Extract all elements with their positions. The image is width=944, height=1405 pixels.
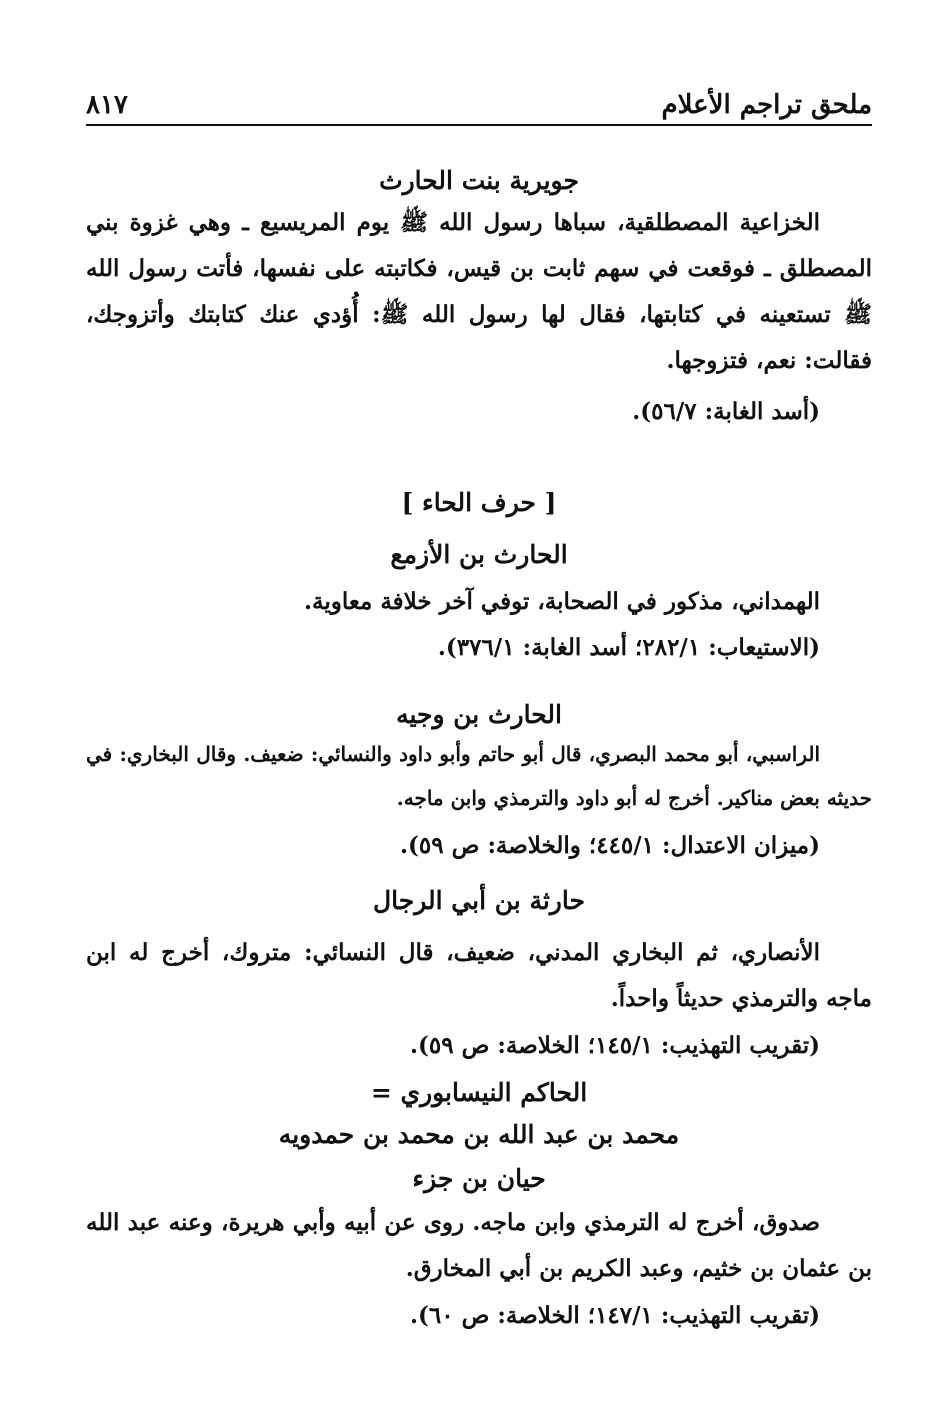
entry-body-harith-wajih: الراسبي، أبو محمد البصري، قال أبو حاتم وأبو داود والنسائي: ضعيف. وقال البخاري: في حديثه بعض مناكير. أخرج له أبو داود والترمذي وابن ماجه.	[86, 742, 872, 810]
entry-heading-hayyan: حيان بن جزء	[412, 1164, 546, 1193]
entry-heading-juwayriya: جويرية بنت الحارث	[379, 166, 579, 195]
entry-source-harith-azma: (الاستيعاب: ٢٨٢/١؛ أسد الغابة: ٣٧٦/١).	[437, 634, 820, 661]
running-title: ملحق تراجم الأعلام	[661, 90, 872, 120]
entry-heading-harith-wajih: الحارث بن وجيه	[396, 700, 562, 729]
entry-body-hayyan: صدوق، أخرج له الترمذي وابن ماجه. روى عن أبيه وأبي هريرة، وعنه عبد الله بن عثمان بن خثيم، وعبد الكريم بن أبي المخارق.	[86, 1209, 872, 1282]
entry-source-juwayriya: (أسد الغابة: ٥٦/٧).	[632, 398, 820, 425]
page-header	[86, 80, 872, 126]
entry-heading-haritha: حارثة بن أبي الرجال	[373, 886, 585, 915]
entry-source-hayyan: (تقريب التهذيب: ١٤٧/١؛ الخلاصة: ص ٦٠).	[409, 1302, 820, 1329]
entry-crossref-hakim: محمد بن عبد الله بن محمد بن حمدويه	[278, 1120, 680, 1149]
entry-body-juwayriya: الخزاعية المصطلقية، سباها رسول الله ﷺ يوم المريسيع ـ وهي غزوة بني المصطلق ـ فوقعت في سهم ثابت بن قيس، فكاتبته على نفسها، فأتت رسول الله ﷺ تستعينه في كتابتها، فقال لها رسول الله ﷺ: أُؤدي عنك كتابتك وأتزوجك، فقالت: نعم، فتزوجها.	[86, 209, 872, 374]
entry-body-harith-azma: الهمداني، مذكور في الصحابة، توفي آخر خلافة معاوية.	[304, 588, 820, 615]
entry-body-haritha: الأنصاري، ثم البخاري المدني، ضعيف، قال النسائي: متروك، أخرج له ابن ماجه والترمذي حديثاً واحداً.	[86, 939, 872, 1012]
entry-heading-harith-azma: الحارث بن الأزمع	[390, 540, 568, 569]
section-heading-ha: [ حرف الحاء ]	[401, 488, 557, 517]
entry-heading-hakim: الحاكم النيسابوري =	[370, 1078, 588, 1107]
page-number: ٨١٧	[86, 90, 128, 120]
entry-source-harith-wajih: (ميزان الاعتدال: ٤٤٥/١؛ والخلاصة: ص ٥٩).	[400, 832, 820, 859]
entry-source-haritha: (تقريب التهذيب: ١٤٥/١؛ الخلاصة: ص ٥٩).	[409, 1032, 820, 1059]
